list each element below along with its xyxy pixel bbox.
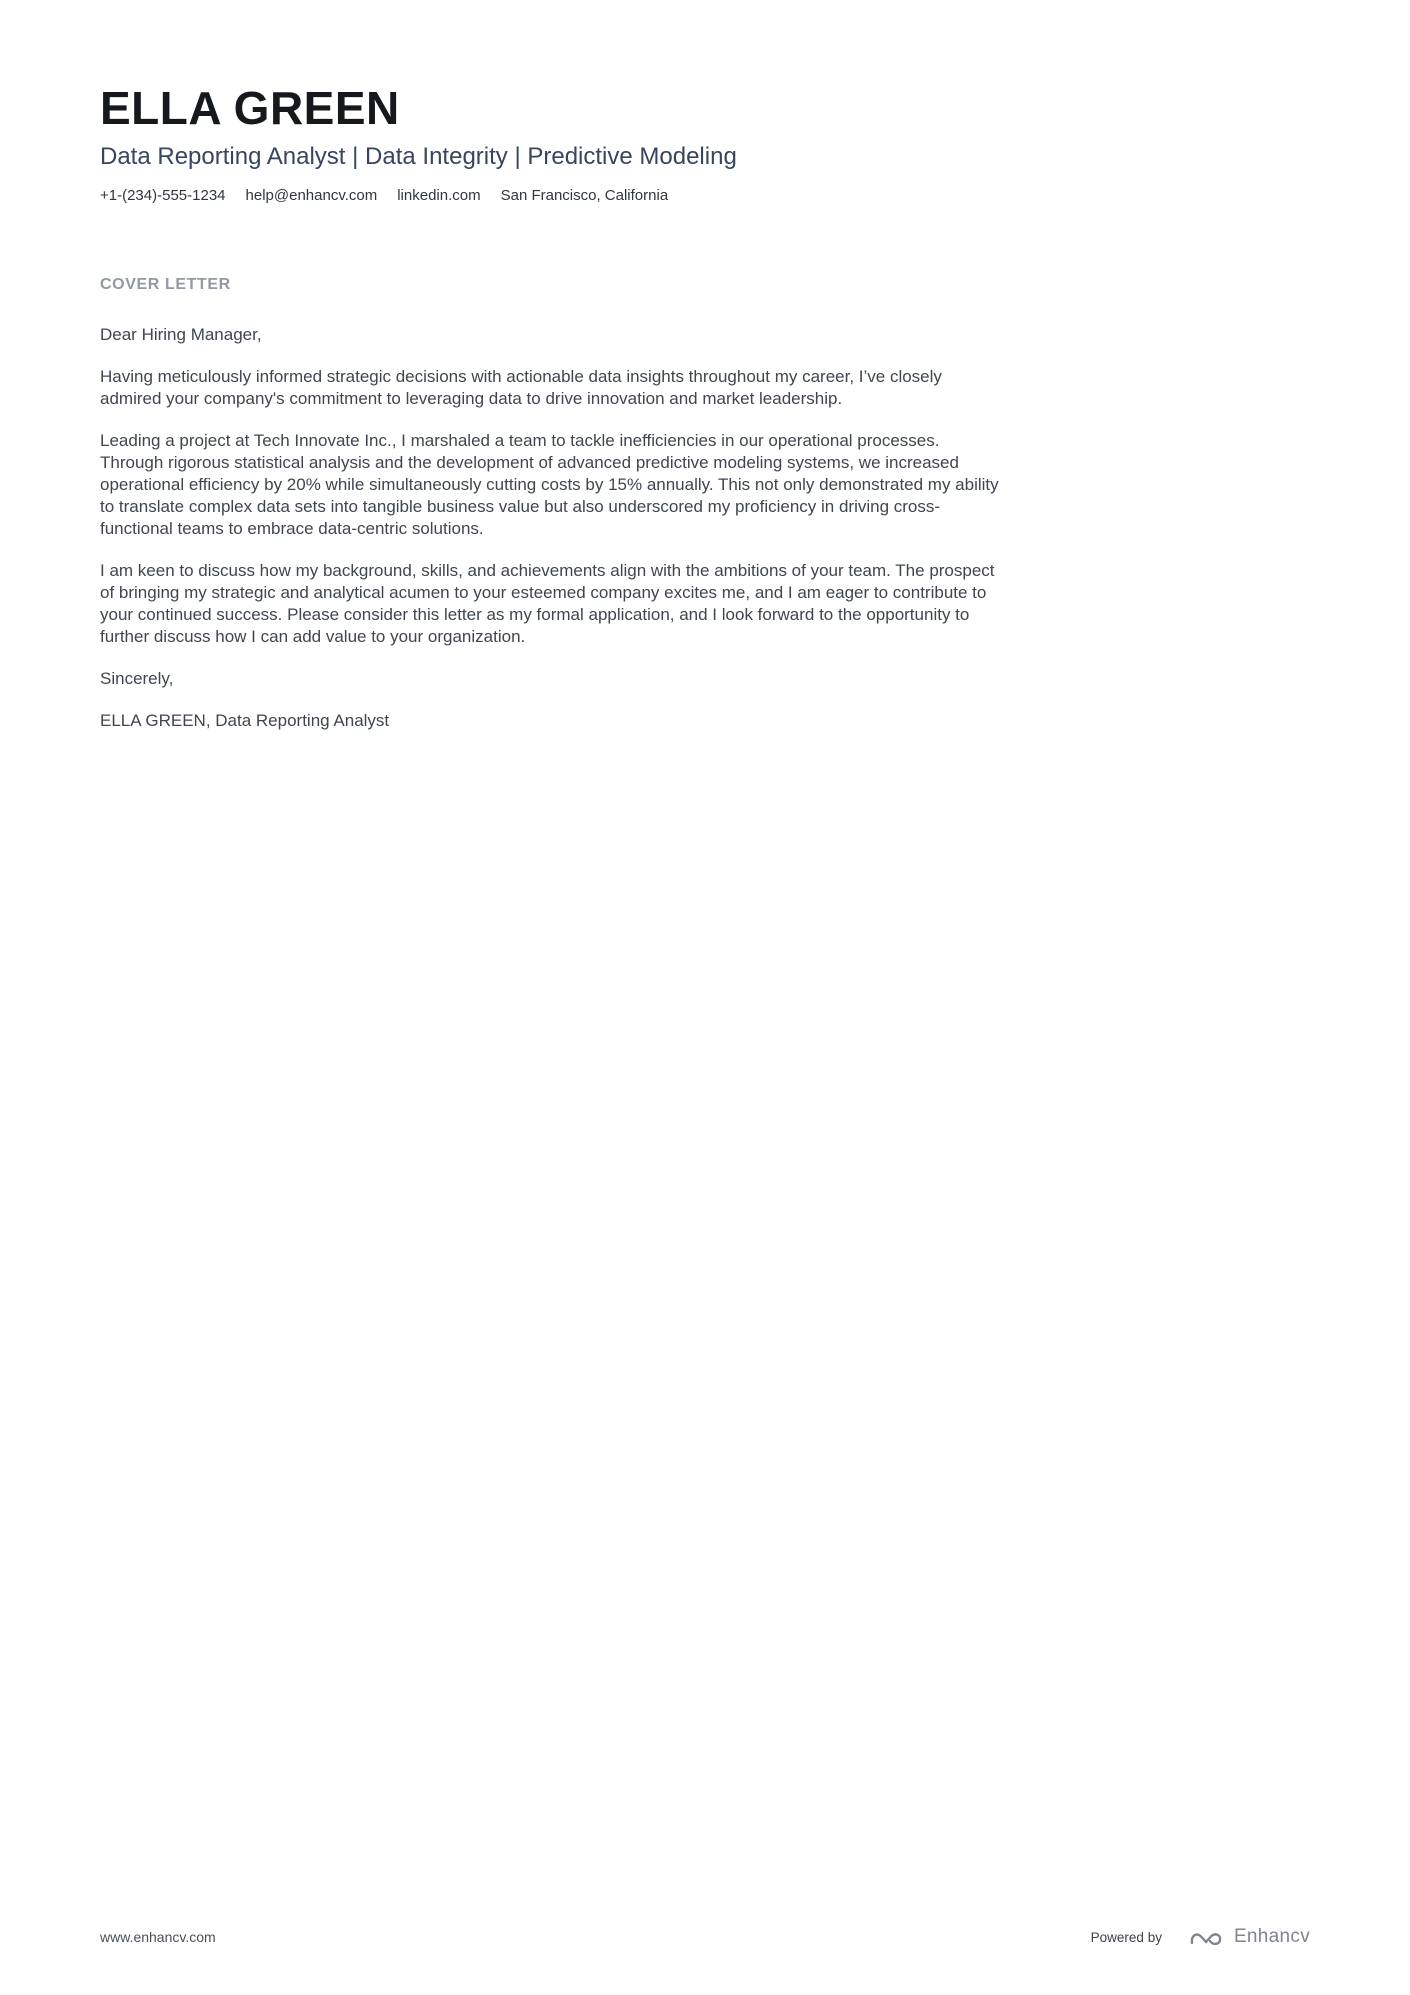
enhancv-logo-icon (1188, 1925, 1224, 1949)
page-footer (100, 1925, 1310, 1949)
contact-row (100, 187, 1310, 204)
person-name: ELLA GREEN (100, 82, 400, 134)
enhancv-brand-name: Enhancv (1233, 1926, 1310, 1947)
section-label-cover-letter: COVER LETTER (100, 276, 231, 294)
letter-paragraph: Having meticulously informed strategic decisions with actionable data insights throughout my career, I’ve closely admired your company's commitment to leveraging data to drive innovation and market leadership. (100, 367, 942, 409)
salutation: Dear Hiring Manager, (100, 325, 262, 345)
footer-brand (1091, 1925, 1310, 1949)
letter-body (100, 324, 1005, 732)
person-title: Data Reporting Analyst | Data Integrity | Predictive Modeling (100, 143, 737, 171)
letter-header (100, 84, 1310, 204)
email-link[interactable]: help@enhancv.com (245, 187, 378, 205)
phone-number: +1-(234)-555-1234 (100, 187, 226, 205)
enhancv-site-link[interactable]: www.enhancv.com (100, 1929, 216, 1945)
signature: ELLA GREEN, Data Reporting Analyst (100, 711, 390, 731)
closing: Sincerely, (100, 669, 174, 689)
letter-paragraph: Leading a project at Tech Innovate Inc., I marshaled a team to tackle inefficiencies in our operational processes. Through rigorous statistical analysis and the development of advanced predictive modeling systems, we increased operational efficiency by 20% while simultaneously cutting costs by 15% annually. This not only demonstrated my ability to translate complex data sets into tangible business value but also underscored my proficiency in driving cross-functional teams to embrace data-centric solutions. (100, 431, 999, 539)
location-text: San Francisco, California (500, 187, 669, 205)
letter-paragraph: I am keen to discuss how my background, skills, and achievements align with the ambitions of your team. The prospect of bringing my strategic and analytical acumen to your esteemed company excites me, and I am eager to contribute to your continued success. Please consider this letter as my formal application, and I look forward to the opportunity to further discuss how I can add value to your organization. (100, 561, 995, 647)
linkedin-link[interactable]: linkedin.com (397, 187, 481, 205)
powered-by-label: Powered by (1090, 1929, 1162, 1945)
